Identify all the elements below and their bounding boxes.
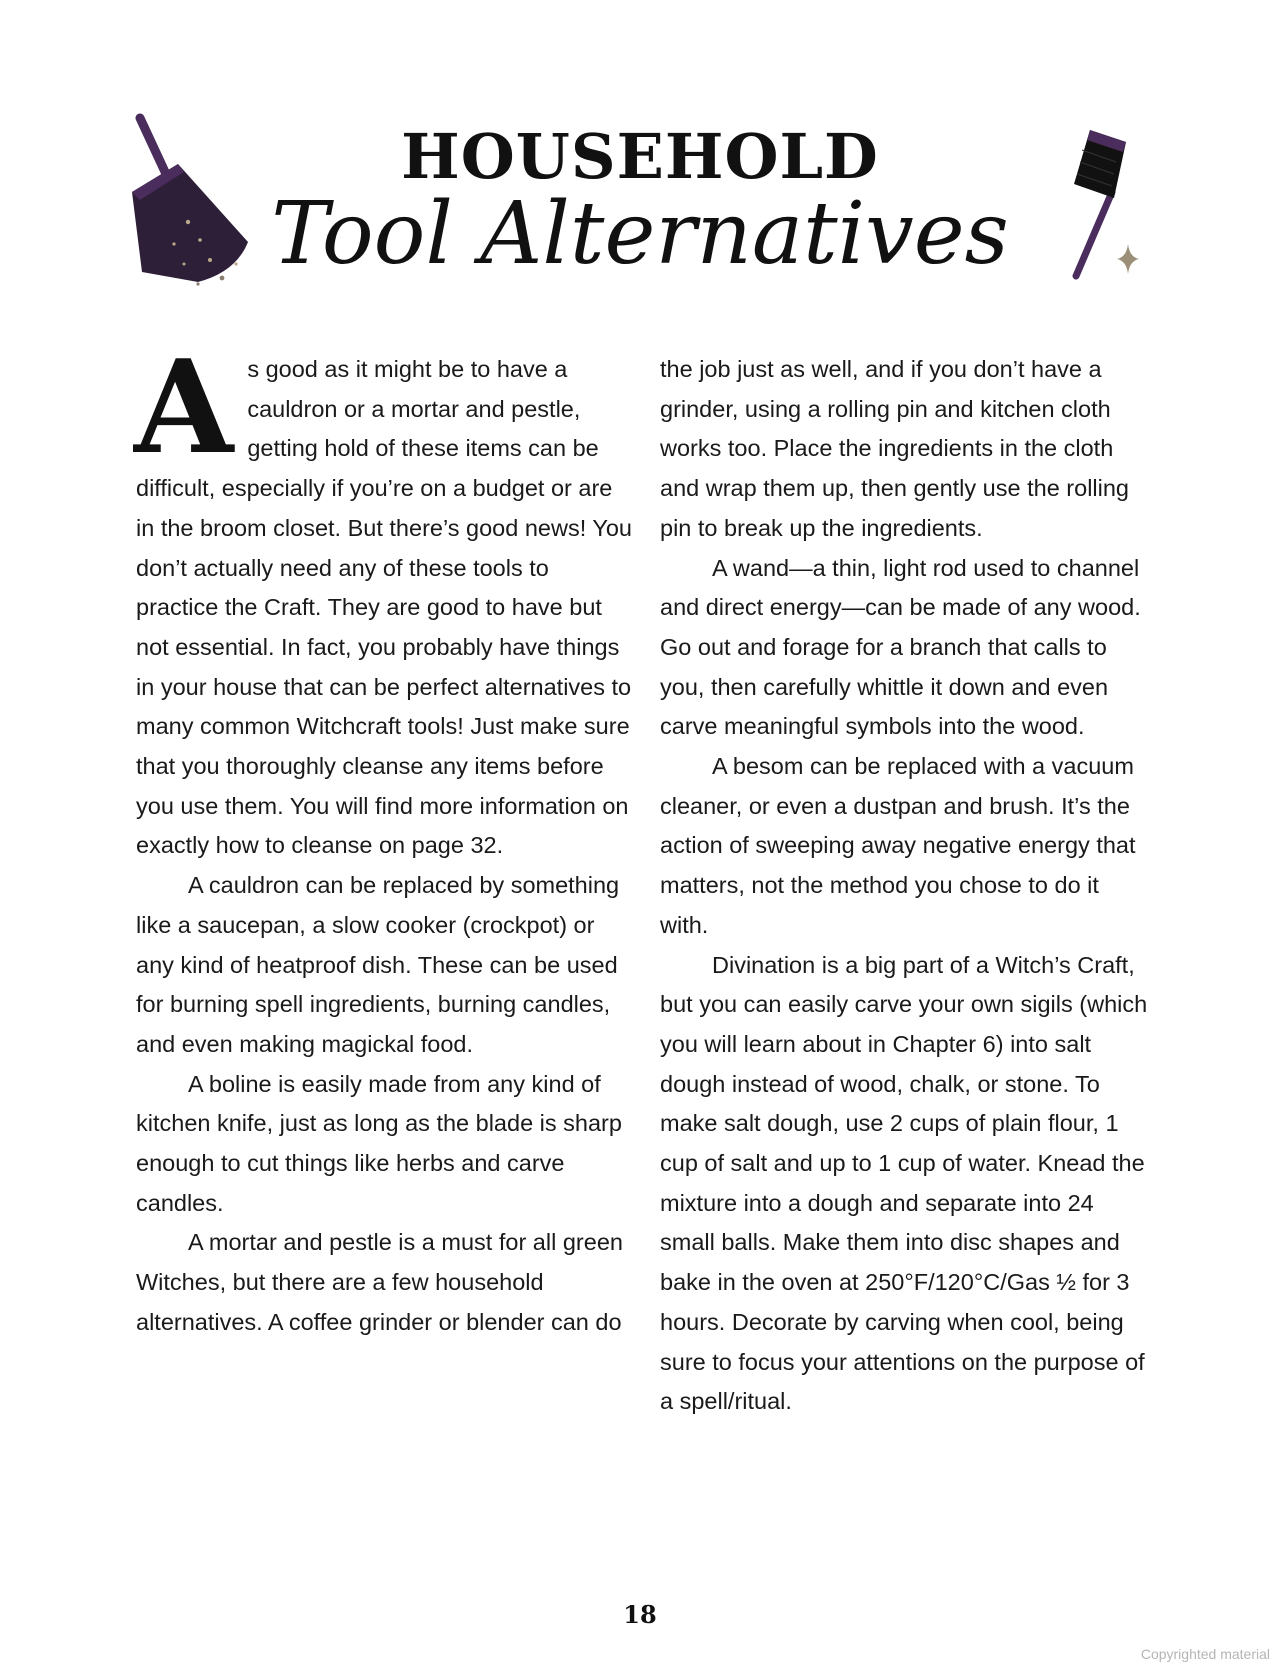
paragraph-cauldron: A cauldron can be replaced by something like a saucepan, a slow cooker (crockpot) or any kind of heatproof dish. These can be used for burning spell ingredients, burning candles, and even making magickal food. [136, 872, 620, 1057]
paragraph-wand: A wand—a thin, light rod used to channel and direct energy—can be made of any wood. Go out and forage for a branch that calls to you, then carefully whittle it down and even carve meaningful symbols into the wood. [660, 554, 1141, 740]
paragraph-mortar: A mortar and pestle is a must for all green Witches, but there are a few household alternatives. A coffee grinder or blender can do [136, 1229, 623, 1335]
paragraph-divination: Divination is a big part of a Witch’s Craft, but you can easily carve your own sigils (which you will learn about in Chapter 6) into salt dough instead of wood, chalk, or stone. To make salt dough, use 2 cups of plain flour, 1 cup of salt and up to 1 cup of water. Knead the mixture into a dough and separate into 24 small balls. Make them into disc shapes and bake in the oven at 250°F/120°C/Gas ½ for 3 hours. Decorate by carving when cool, being sure to focus your attentions on the purpose of a spell/ritual. [660, 951, 1148, 1415]
text-column-left [134, 333, 634, 1343]
paragraph-mortar-continued: the job just as well, and if you don’t have a grinder, using a rolling pin and kitchen cloth works too. Place the ingredients in the cloth and wrap them up, then gently use the rolling pin to break up the ingredients. [660, 356, 1129, 541]
title-main: HOUSEHOLD [401, 120, 879, 193]
page-number: 18 [623, 1600, 657, 1629]
dustpan-icon [118, 112, 268, 292]
text-column-right [660, 350, 1148, 1422]
sparkle-icon [1117, 244, 1139, 274]
title-subtitle: Tool Alternatives [271, 184, 1009, 284]
drop-cap: A [134, 333, 234, 483]
paragraph-intro: s good as it might be to have a cauldron or a mortar and pestle, getting hold of these items can be difficult, especially if you’re on a budget or are in the broom closet. But there’s good news! You don’t actually need any of these tools to practice the Craft. They are good to have but not essential. In fact, you probably have things in your house that can be perfect alternatives to many common Witchcraft tools! Just make sure that you thoroughly cleanse any items before you use them. You will find more information on exactly how to cleanse on page 32. [136, 356, 633, 859]
paragraph-besom: A besom can be replaced with a vacuum cleaner, or even a dustpan and brush. It’s the action of sweeping away negative energy that matters, not the method you chose to do it with. [660, 753, 1136, 938]
paragraph-boline: A boline is easily made from any kind of kitchen knife, just as long as the blade is sharp enough to cut things like herbs and carve candles. [136, 1070, 622, 1216]
copyright-watermark: Copyrighted material [1140, 1646, 1270, 1662]
